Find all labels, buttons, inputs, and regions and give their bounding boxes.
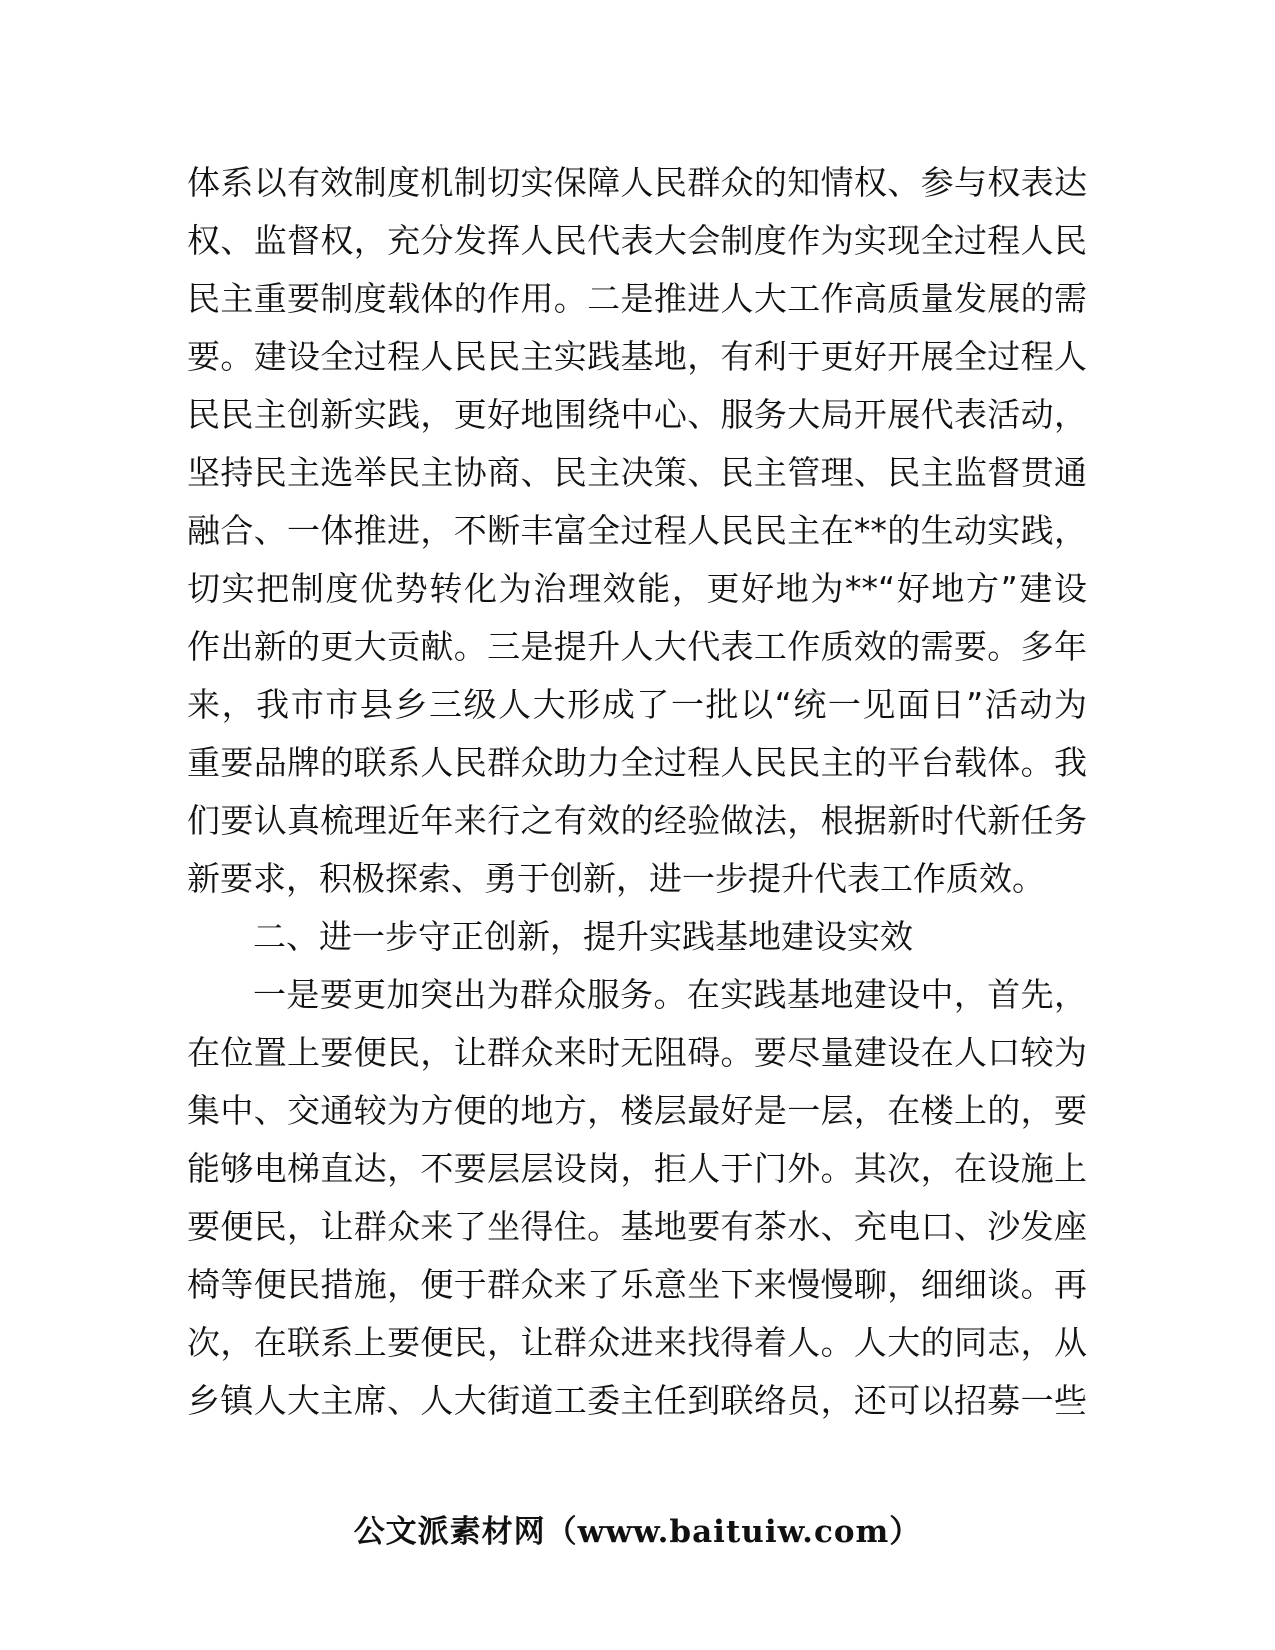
- text-line: 能够电梯直达，不要层层设岗，拒人于门外。其次，在设施上: [187, 1149, 1087, 1188]
- text-line: 重要品牌的联系人民群众助力全过程人民民主的平台载体。我: [187, 743, 1087, 782]
- text-line: 来，我市市县乡三级人大形成了一批以“统一见面日”活动为: [187, 685, 1087, 724]
- text-line: 乡镇人大主席、人大街道工委主任到联络员，还可以招募一些: [187, 1381, 1087, 1420]
- text-line: 民主重要制度载体的作用。二是推进人大工作高质量发展的需: [187, 279, 1087, 318]
- text-line: 作出新的更大贡献。三是提升人大代表工作质效的需要。多年: [187, 627, 1087, 666]
- text-line: 体系以有效制度机制切实保障人民群众的知情权、参与权表达: [187, 163, 1087, 202]
- text-line: 民民主创新实践，更好地围绕中心、服务大局开展代表活动，: [187, 395, 1087, 434]
- text-line: 次，在联系上要便民，让群众进来找得着人。人大的同志，从: [187, 1323, 1087, 1362]
- paragraph-last-line: 新要求，积极探索、勇于创新，进一步提升代表工作质效。: [187, 859, 1045, 898]
- text-line: 要。建设全过程人民民主实践基地，有利于更好开展全过程人: [187, 337, 1087, 376]
- document-body: [187, 154, 1087, 1430]
- footer-watermark: 公文派素材网（www.baituiw.com）: [353, 1514, 922, 1550]
- text-line: 椅等便民措施，便于群众来了乐意坐下来慢慢聊，细细谈。再: [187, 1265, 1087, 1304]
- text-line: 们要认真梳理近年来行之有效的经验做法，根据新时代新任务: [187, 801, 1087, 840]
- text-line: 在位置上要便民，让群众来时无阻碍。要尽量建设在人口较为: [187, 1033, 1087, 1072]
- text-line: 融合、一体推进，不断丰富全过程人民民主在**的生动实践，: [187, 511, 1087, 550]
- text-line: 坚持民主选举民主协商、民主决策、民主管理、民主监督贯通: [187, 453, 1087, 492]
- paragraph-first-line: 一是要更加突出为群众服务。在实践基地建设中，首先，: [253, 975, 1087, 1014]
- text-line: 切实把制度优势转化为治理效能，更好地为**“好地方”建设: [187, 569, 1087, 608]
- text-line: 权、监督权，充分发挥人民代表大会制度作为实现全过程人民: [187, 221, 1087, 260]
- section-heading: 二、进一步守正创新，提升实践基地建设实效: [253, 917, 913, 956]
- text-line: 集中、交通较为方便的地方，楼层最好是一层，在楼上的，要: [187, 1091, 1087, 1130]
- text-line: 要便民，让群众来了坐得住。基地要有茶水、充电口、沙发座: [187, 1207, 1087, 1246]
